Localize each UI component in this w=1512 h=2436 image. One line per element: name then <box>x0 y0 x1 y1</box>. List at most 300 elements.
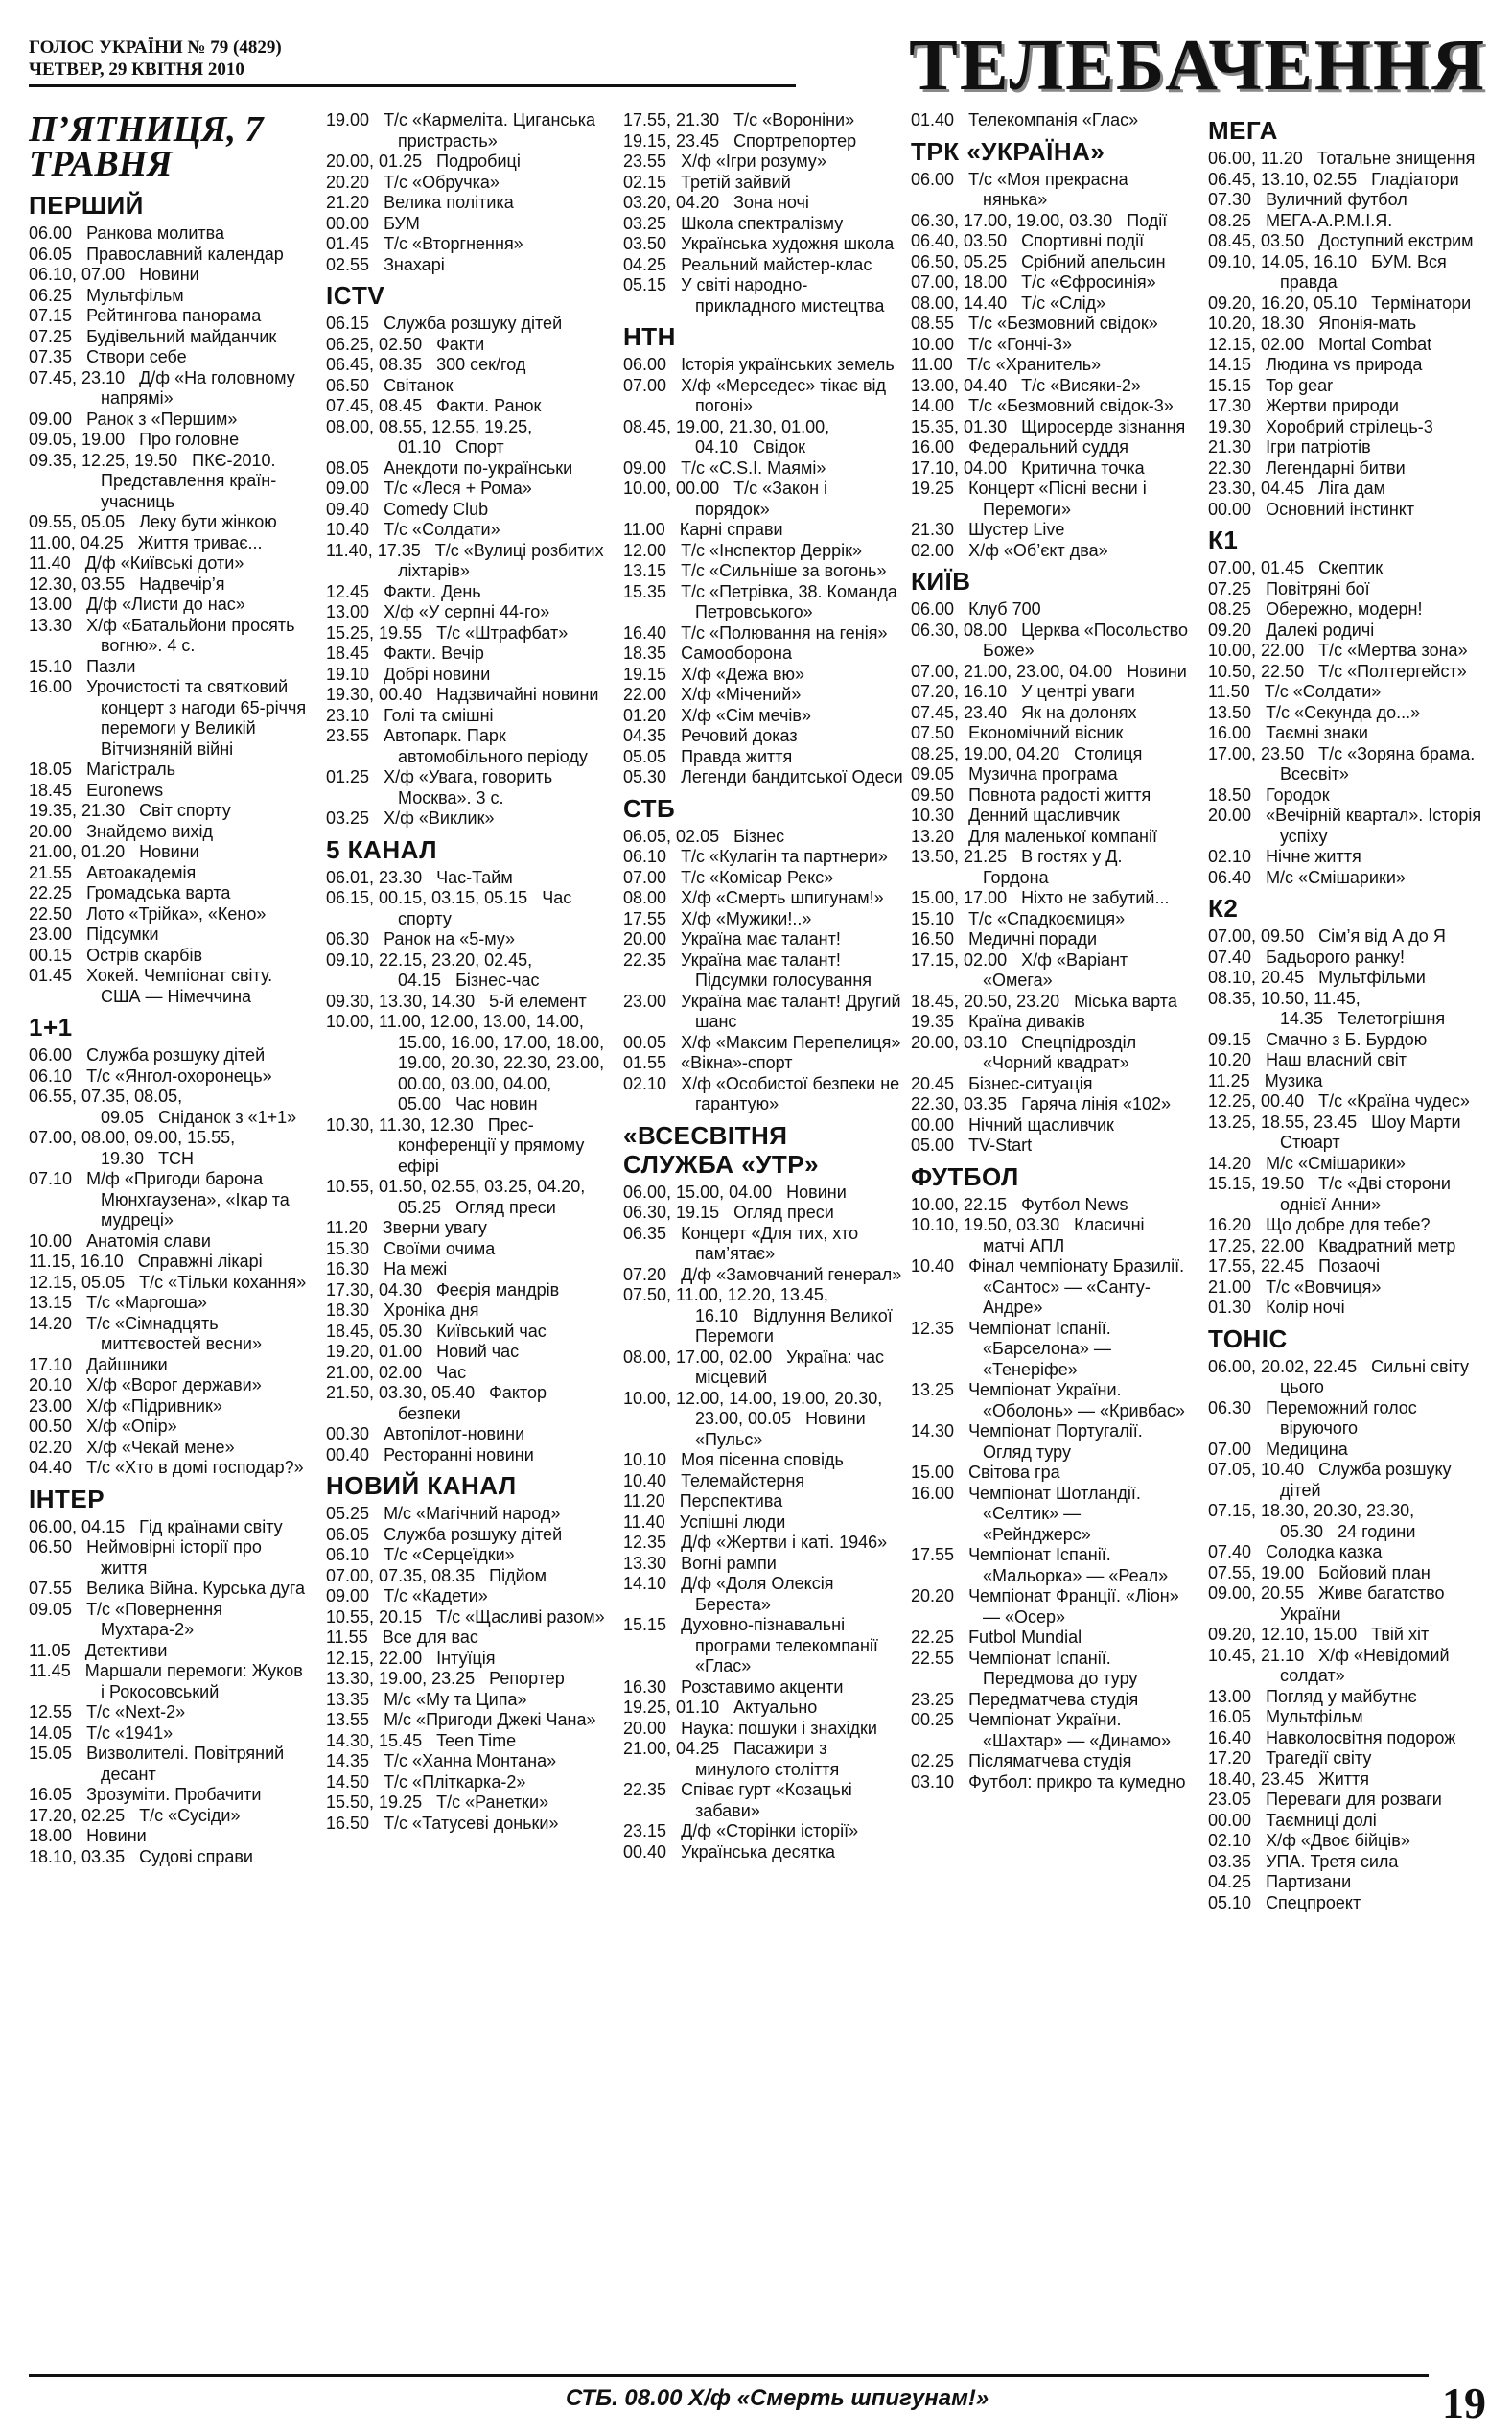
program-time: 10.55, 01.50, 02.55, 03.25, 04.20, 05.25 <box>326 1177 586 1217</box>
program-row <box>911 1380 1191 1421</box>
program-row <box>326 623 606 644</box>
header-rule <box>29 84 796 87</box>
program-time: 22.25 <box>29 883 73 902</box>
program-time: 09.50 <box>911 785 955 805</box>
program-row <box>911 785 1191 807</box>
time-gap <box>1251 1790 1266 1809</box>
program-row <box>29 1045 309 1066</box>
time-gap <box>954 1115 968 1135</box>
program-title: Х/ф «Невідомий солдат» <box>1280 1645 1450 1685</box>
time-gap <box>954 764 968 784</box>
program-title: Шоу Марти Стюарт <box>1280 1112 1461 1152</box>
program-row <box>29 1375 309 1396</box>
time-gap <box>954 1710 968 1729</box>
program-row <box>623 275 903 316</box>
time-gap <box>369 376 384 395</box>
program-title: Чемпіонат України. «Оболонь» — «Кривбас» <box>968 1380 1185 1420</box>
program-time: 08.00 <box>623 888 667 907</box>
program-time: 10.00, 22.15 <box>911 1194 1008 1214</box>
program-time: 06.40, 03.50 <box>911 231 1008 250</box>
program-title: TV-Start <box>968 1136 1033 1155</box>
date-line: ЧЕТВЕР, 29 КВІТНЯ 2010 <box>29 59 244 80</box>
program-row <box>1208 314 1488 335</box>
program-time: 13.50 <box>1208 702 1252 722</box>
time-gap <box>369 1259 384 1278</box>
program-time: 06.25 <box>29 285 73 305</box>
program-time: 10.45, 21.10 <box>1208 1645 1305 1665</box>
program-time: 10.40 <box>911 1256 955 1276</box>
program-title: Futbol Mundial <box>968 1628 1082 1647</box>
program-time: 06.00 <box>623 355 667 374</box>
program-title: Огляд преси <box>733 1203 834 1222</box>
program-title: Хроніка дня <box>384 1300 479 1320</box>
program-row <box>911 1215 1191 1256</box>
program-time: 00.50 <box>29 1417 73 1436</box>
program-title: Телетогрішня <box>1338 1009 1446 1028</box>
time-gap <box>719 193 733 212</box>
program-title: Д/ф «На головному напрямі» <box>101 367 295 408</box>
program-time: 15.10 <box>29 656 73 676</box>
program-time: 00.00 <box>1208 1810 1252 1830</box>
program-row <box>1208 1357 1488 1398</box>
program-row <box>29 925 309 946</box>
program-title: Т/с «Єфросинія» <box>1021 272 1156 292</box>
program-row <box>29 595 309 616</box>
time-gap <box>1357 1113 1371 1132</box>
program-time: 09.00, 20.55 <box>1208 1583 1305 1603</box>
time-gap <box>666 1265 681 1284</box>
program-time: 03.25 <box>326 808 370 828</box>
time-gap <box>72 327 86 346</box>
time-gap <box>1304 1091 1318 1111</box>
program-time: 10.30 <box>911 806 955 825</box>
program-title: Т/с «Зоряна брама. Всесвіт» <box>1280 743 1476 784</box>
program-time: 06.01, 23.30 <box>326 867 423 887</box>
program-row <box>326 396 606 417</box>
program-time: 09.15 <box>1208 1029 1252 1049</box>
time-gap <box>954 110 968 129</box>
program-row <box>29 883 309 904</box>
time-gap <box>72 883 86 902</box>
program-title: Церква «Посольство Боже» <box>983 620 1188 660</box>
program-title: Повнота радості життя <box>968 785 1151 805</box>
program-time: 06.00 <box>29 1045 73 1065</box>
program-title: Чемпіонат України. «Шахтар» — «Динамо» <box>968 1710 1171 1750</box>
program-title: Т/с «Сусіди» <box>139 1805 241 1825</box>
program-title: Будівельний майданчик <box>86 326 277 346</box>
program-time: 08.55 <box>911 314 955 333</box>
program-time: 07.45, 08.45 <box>326 396 423 415</box>
program-row <box>326 173 606 194</box>
time-gap <box>666 275 681 294</box>
time-gap <box>666 1074 681 1093</box>
program-row <box>1208 558 1488 579</box>
time-gap <box>1007 1033 1021 1052</box>
program-row <box>911 1751 1191 1772</box>
program-row <box>1208 641 1488 662</box>
program-time: 14.20 <box>29 1313 73 1333</box>
program-row <box>623 1265 903 1286</box>
program-time: 22.50 <box>29 903 73 924</box>
program-row <box>623 1739 903 1780</box>
program-row <box>29 1128 309 1169</box>
program-time: 16.30 <box>623 1676 667 1697</box>
program-title: Х/ф «Дежа вю» <box>681 664 805 684</box>
time-gap <box>1251 621 1266 640</box>
program-row <box>623 929 903 950</box>
program-time: 10.00, 22.00 <box>1208 641 1305 660</box>
program-row <box>1208 231 1488 252</box>
program-title: Гаряча лінія «102» <box>1021 1094 1172 1113</box>
program-time: 06.50, 05.25 <box>911 251 1008 271</box>
program-row <box>911 1195 1191 1216</box>
program-title: Медицина <box>1266 1439 1348 1459</box>
time-gap <box>719 1698 733 1717</box>
time-gap <box>369 110 384 129</box>
time-gap <box>1251 806 1266 825</box>
program-title: Comedy Club <box>384 499 489 519</box>
time-gap <box>1304 1563 1318 1582</box>
time-gap <box>1007 231 1021 250</box>
program-row <box>29 512 309 533</box>
program-time: 18.35 <box>623 644 667 663</box>
program-row <box>29 306 309 327</box>
program-title: 24 години <box>1338 1521 1416 1541</box>
program-title: Автопарк. Парк автомобільного періоду <box>384 726 588 766</box>
time-gap <box>1357 293 1371 313</box>
program-row <box>29 966 309 1007</box>
program-title: Ліга дам <box>1318 479 1385 498</box>
program-title: Служба розшуку дітей <box>86 1045 266 1065</box>
program-time: 07.20, 16.10 <box>911 682 1008 701</box>
time-gap <box>475 1669 489 1688</box>
program-time: 00.40 <box>326 1444 370 1464</box>
program-row <box>623 909 903 930</box>
program-row <box>326 1814 606 1835</box>
program-title: Судові справи <box>139 1846 253 1866</box>
program-title: М/с «Пригоди Джекі Чана» <box>384 1710 596 1729</box>
time-gap <box>369 314 384 333</box>
program-title: Хокей. Чемпіонат світу. США — Німеччина <box>86 966 273 1006</box>
program-time: 07.10 <box>29 1169 73 1188</box>
time-gap <box>1251 723 1266 742</box>
time-gap <box>422 685 436 704</box>
program-row <box>1208 335 1488 356</box>
time-gap <box>1251 437 1266 457</box>
program-row <box>1208 1728 1488 1749</box>
program-title: Переваги для розваги <box>1266 1790 1442 1809</box>
program-title: Ігри патріотів <box>1266 437 1371 457</box>
program-row <box>1208 1236 1488 1257</box>
program-title: Т/с «Дві сторони однієї Анни» <box>1280 1174 1451 1214</box>
time-gap <box>1251 417 1266 436</box>
time-gap <box>1251 1154 1266 1173</box>
program-title: Чемпіонат Франції. «Ліон» — «Осер» <box>968 1586 1179 1627</box>
time-gap <box>954 1256 968 1276</box>
time-gap <box>1251 1872 1266 1891</box>
program-time: 13.00 <box>29 595 73 614</box>
program-row <box>1208 948 1488 969</box>
program-time: 09.00 <box>326 479 370 498</box>
time-gap <box>954 1586 968 1605</box>
time-gap <box>1304 1769 1318 1789</box>
issue-line: ГОЛОС УКРАЇНИ № 79 (4829) <box>29 37 282 58</box>
program-title: Д/ф «Листи до нас» <box>86 595 245 614</box>
time-gap <box>72 223 86 243</box>
program-title: Передматчева студія <box>968 1689 1139 1709</box>
program-title: Україна має талант! <box>681 929 841 949</box>
channel-heading: СТБ <box>623 793 676 823</box>
time-gap <box>1304 314 1318 333</box>
time-gap <box>422 868 436 887</box>
program-title: Top gear <box>1266 375 1334 395</box>
time-gap <box>954 1690 968 1709</box>
program-title: Тотальне знищення <box>1316 149 1476 168</box>
program-time: 06.25, 02.50 <box>326 334 423 354</box>
program-row <box>326 808 606 830</box>
program-time: 23.15 <box>623 1821 667 1840</box>
program-title: В гостях у Д. Гордона <box>983 847 1123 887</box>
time-gap <box>422 623 436 643</box>
program-time: 06.35 <box>623 1223 667 1243</box>
program-title: Колір ночі <box>1266 1298 1345 1317</box>
program-time: 21.00, 04.25 <box>623 1739 720 1758</box>
program-row <box>326 376 606 397</box>
program-time: 00.30 <box>326 1424 370 1443</box>
program-row <box>29 801 309 822</box>
program-title: Новини <box>139 265 199 284</box>
program-time: 10.20, 18.30 <box>1208 314 1305 333</box>
time-gap <box>954 806 968 825</box>
program-time: 19.30 <box>1208 416 1252 436</box>
time-gap <box>666 929 681 949</box>
program-row <box>326 110 606 152</box>
program-row <box>911 1074 1191 1095</box>
program-time: 17.55, 22.45 <box>1208 1256 1305 1276</box>
program-row <box>623 131 903 152</box>
program-title: Співає гурт «Козацькі забави» <box>681 1780 852 1820</box>
program-title: Успішні люди <box>679 1511 786 1532</box>
time-gap <box>954 929 968 949</box>
time-gap <box>1007 417 1021 436</box>
time-gap <box>1007 888 1021 907</box>
program-time: 06.50 <box>326 375 370 395</box>
program-time: 10.50, 22.50 <box>1208 661 1305 681</box>
program-time: 09.10, 22.15, 23.20, 02.45, 04.15 <box>326 949 533 990</box>
program-time: 10.00, 11.00, 12.00, 13.00, 14.00, 15.00, 16.00, 17.00, 18.00, 19.00, 20.30, 22.30, 23.00, 00.00, 03.00, 04.00, 05.00 <box>326 1012 605 1113</box>
program-time: 23.10 <box>326 705 370 725</box>
page-header <box>29 27 1486 105</box>
program-title: Чемпіонат Шотландії. «Селтик» — «Рейнджерс» <box>968 1483 1141 1544</box>
time-gap <box>1251 1298 1266 1317</box>
program-row <box>1208 1113 1488 1154</box>
program-time: 12.35 <box>623 1533 667 1552</box>
time-gap <box>125 574 139 594</box>
time-gap <box>422 1322 436 1341</box>
program-title: Пасажири з минулого століття <box>695 1739 840 1779</box>
time-gap <box>954 1421 968 1441</box>
program-time: 17.55 <box>911 1545 955 1564</box>
program-title: Неймовірні історії про життя <box>86 1537 262 1578</box>
program-title: Самооборона <box>681 644 792 663</box>
program-time: 21.30 <box>911 520 955 539</box>
program-time: 11.00 <box>623 520 665 539</box>
program-time: 10.30, 11.30, 12.30 <box>326 1114 474 1135</box>
program-title: Бізнес <box>733 826 785 846</box>
time-gap <box>369 1239 384 1258</box>
program-time: 15.15 <box>1208 375 1252 395</box>
time-gap <box>666 644 681 663</box>
program-time: 08.00, 14.40 <box>911 293 1008 313</box>
program-row <box>623 417 903 458</box>
program-row <box>623 868 903 889</box>
program-title: Факти <box>436 334 485 354</box>
time-gap <box>1251 1728 1266 1747</box>
program-row <box>1208 1893 1488 1914</box>
program-title: Телекомпанія «Глас» <box>968 110 1139 129</box>
time-gap <box>71 553 85 573</box>
program-time: 07.55 <box>29 1579 73 1598</box>
time-gap <box>369 193 384 212</box>
time-gap <box>369 1772 384 1792</box>
time-gap <box>421 541 435 560</box>
program-time: 06.45, 13.10, 02.55 <box>1208 169 1358 189</box>
program-time: 15.00, 17.00 <box>911 888 1008 907</box>
time-gap <box>125 368 139 387</box>
program-title: Клуб 700 <box>968 599 1041 619</box>
program-time: 13.25, 18.55, 23.45 <box>1208 1112 1358 1132</box>
program-row <box>623 561 903 582</box>
program-time: 01.40 <box>911 110 955 129</box>
program-time: 10.00 <box>911 334 955 354</box>
column-5 <box>1208 110 1488 2369</box>
program-row <box>29 245 309 266</box>
program-row <box>1208 1174 1488 1215</box>
time-gap <box>1251 599 1266 619</box>
program-row <box>1208 1091 1488 1113</box>
time-gap <box>719 827 733 846</box>
program-row <box>623 888 903 909</box>
program-row <box>326 479 606 500</box>
program-row <box>1208 190 1488 211</box>
program-row <box>1208 293 1488 315</box>
program-time: 00.00 <box>1208 499 1252 519</box>
time-gap <box>666 1821 681 1840</box>
program-title: Час новин <box>455 1094 538 1113</box>
program-time: 08.25, 19.00, 04.20 <box>911 743 1060 763</box>
program-title: Твій хіт <box>1371 1625 1430 1644</box>
program-title: МЕГА-А.Р.М.І.Я. <box>1266 210 1393 230</box>
program-time: 05.05 <box>623 746 667 766</box>
program-time: 11.05 <box>29 1640 71 1660</box>
program-title: Спортивні події <box>1021 231 1145 250</box>
program-title: Фінал чемпіонату Бразилії. «Сантос» — «Санту-Андре» <box>968 1256 1185 1317</box>
program-title: Т/с «Висяки-2» <box>1021 375 1141 395</box>
program-time: 13.50, 21.25 <box>911 847 1008 866</box>
program-title: Школа спектралізму <box>681 213 844 233</box>
time-gap <box>666 1033 681 1052</box>
page-number: 19 <box>1442 2378 1486 2427</box>
program-title: Чемпіонат Іспанії. «Барселона» — «Тенеріфе» <box>968 1318 1111 1379</box>
program-row <box>911 1136 1191 1157</box>
time-gap <box>71 1641 85 1660</box>
program-row <box>623 1677 903 1698</box>
time-gap <box>1251 355 1266 374</box>
program-time: 19.20, 01.00 <box>326 1342 423 1361</box>
program-title: Футбол News <box>1021 1194 1128 1214</box>
program-title: Т/с «Пліткарка-2» <box>384 1771 526 1792</box>
program-title: Д/ф «Доля Олексія Береста» <box>681 1574 834 1614</box>
time-gap <box>441 1198 455 1217</box>
program-time: 19.10 <box>326 664 370 684</box>
time-gap <box>72 347 86 366</box>
program-row <box>911 541 1191 562</box>
program-row <box>29 223 309 245</box>
program-row <box>911 1094 1191 1115</box>
footer-rule <box>29 2374 1429 2377</box>
program-title: Світ спорту <box>139 801 231 820</box>
program-row <box>326 1363 606 1384</box>
program-time: 16.00 <box>911 437 955 457</box>
program-time: 09.05 <box>911 764 955 784</box>
time-gap <box>772 1183 786 1202</box>
program-title: Надвечір’я <box>139 574 225 594</box>
program-row <box>326 1445 606 1466</box>
channel-heading: НОВИЙ КАНАЛ <box>326 1471 517 1500</box>
program-title: Новий час <box>436 1342 520 1361</box>
program-time: 10.00, 12.00, 14.00, 19.00, 20.30, 23.00, 00.05 <box>623 1388 883 1428</box>
program-title: Дайшники <box>86 1354 168 1374</box>
program-time: 07.15, 18.30, 20.30, 23.30, 05.30 <box>1208 1501 1415 1541</box>
program-title: Свідок <box>753 437 806 457</box>
program-title: Україна має талант! Підсумки голосування <box>681 949 872 990</box>
program-title: М/с «Магічний народ» <box>384 1504 561 1523</box>
program-row <box>326 1012 606 1115</box>
program-row <box>326 1649 606 1670</box>
page-footer <box>29 2374 1486 2431</box>
time-gap <box>666 685 681 704</box>
time-gap <box>738 437 753 457</box>
program-title: Православний календар <box>86 244 284 264</box>
program-title: Для маленької компанії <box>968 826 1157 846</box>
program-time: 18.45, 05.30 <box>326 1321 423 1341</box>
program-title: Таємні знаки <box>1266 723 1368 742</box>
program-row <box>623 827 903 848</box>
time-gap <box>666 1554 681 1573</box>
time-gap <box>719 110 733 129</box>
program-time: 06.30, 17.00, 19.00, 03.30 <box>911 210 1113 230</box>
program-time: 13.00 <box>1208 1686 1252 1706</box>
program-title: 5-й елемент <box>489 991 587 1011</box>
program-row <box>1208 579 1488 600</box>
program-row <box>623 1183 903 1204</box>
program-time: 18.50 <box>1208 785 1252 805</box>
program-time: 14.05 <box>29 1722 73 1743</box>
program-title: Т/с «Кармеліта. Циганська пристрасть» <box>384 110 596 151</box>
program-title: Т/с «Спадкоємиця» <box>968 908 1126 928</box>
program-time: 23.55 <box>623 152 667 171</box>
program-time: 17.30, 04.30 <box>326 1279 423 1300</box>
time-gap <box>954 599 968 619</box>
program-row <box>326 1628 606 1649</box>
program-title: Лото «Трійка», «Кено» <box>86 903 267 924</box>
program-row <box>326 1566 606 1587</box>
time-gap <box>527 888 542 907</box>
program-title: Маршали перемоги: Жуков і Рокосовський <box>84 1661 303 1701</box>
time-gap <box>1304 968 1318 987</box>
program-title: Урочистості та святковий концерт з нагоди 65-річчя перемоги у Великій Вітчизняній війні <box>86 677 307 759</box>
time-gap <box>1251 1542 1266 1561</box>
